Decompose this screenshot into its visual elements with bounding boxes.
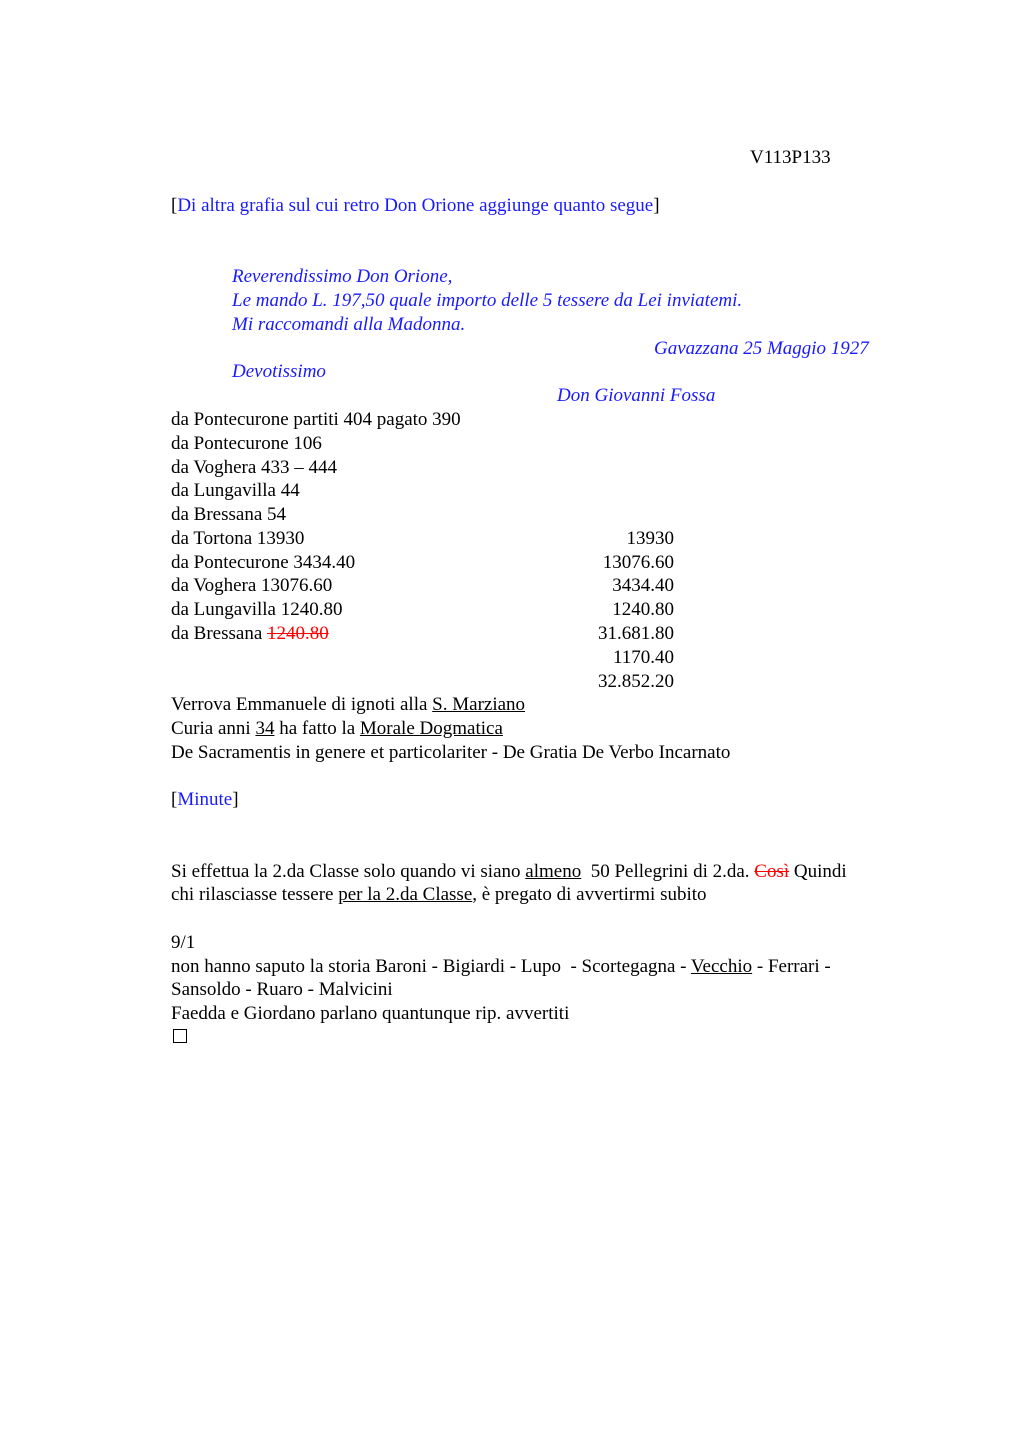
list-item: da Lungavilla 1240.80: [171, 599, 343, 620]
classe-text-c: Quindi: [789, 861, 847, 882]
classe-line-1: [171, 860, 847, 884]
sum-value: 3434.40: [612, 575, 674, 596]
sum-value: 13930: [626, 528, 674, 549]
verrova-line-3: De Sacramentis in genere et particolariter - De Gratia De Verbo Incarnato: [171, 742, 731, 763]
bracket-close: ]: [653, 195, 660, 216]
list-item: da Tortona 13930: [171, 528, 305, 549]
letter-place-date: Gavazzana 25 Maggio 1927: [654, 338, 869, 359]
list-item: da Voghera 13076.60: [171, 575, 333, 596]
letter-line-1: Le mando L. 197,50 quale importo delle 5 tessere da Lei inviatemi.: [232, 290, 743, 311]
notes-underlined: Vecchio: [690, 956, 753, 977]
classe-line-2: [171, 883, 707, 907]
list-item: da Pontecurone partiti 404 pagato 390: [171, 409, 461, 430]
classe-underlined: per la 2.da Classe: [338, 884, 473, 905]
sum-total: 32.852.20: [598, 671, 674, 692]
classe-text-2a: chi rilasciasse tessere: [171, 884, 339, 905]
list-item: da Bressana 54: [171, 504, 287, 525]
notes-date: 9/1: [171, 932, 196, 953]
sum-value: 1170.40: [612, 647, 674, 668]
classe-text-2b: , è pregato di avvertirmi subito: [472, 884, 707, 905]
sum-value: 1240.80: [612, 599, 674, 620]
list-item: da Lungavilla 44: [171, 480, 300, 501]
letter-line-2: Mi raccomandi alla Madonna.: [232, 314, 466, 335]
classe-text-a: Si effettua la 2.da Classe solo quando vi siano: [171, 861, 526, 882]
sum-value: 31.681.80: [598, 623, 674, 644]
letter-closing: Devotissimo: [232, 361, 326, 382]
page-code: V113P133: [750, 147, 831, 168]
notes-text-a: non hanno saputo la storia Baroni - Bigiardi - Lupo - Scortegagna -: [171, 956, 691, 977]
notes-line-1: [171, 955, 831, 979]
classe-struck: Così: [754, 861, 790, 882]
verrova-line-1: [171, 693, 525, 717]
notes-line-3: Faedda e Giordano parlano quantunque rip. avvertiti: [171, 1003, 570, 1024]
notes-text-b: - Ferrari -: [752, 956, 831, 977]
checkbox-icon: [173, 1029, 187, 1043]
list-item: da Pontecurone 106: [171, 433, 322, 454]
classe-text-b: 50 Pellegrini di 2.da.: [581, 861, 755, 882]
bracket-close: ]: [232, 789, 239, 810]
letter-salutation: Reverendissimo Don Orione,: [232, 266, 453, 287]
verrova-underlined: S. Marziano: [432, 694, 526, 715]
minute-note-text: Minute: [177, 789, 233, 810]
verrova-text: Verrova Emmanuele di ignoti alla: [171, 694, 433, 715]
curia-years: 34: [255, 718, 275, 739]
list-item-bressana: [171, 622, 329, 646]
header-note-text: Di altra grafia sul cui retro Don Orione aggiunge quanto segue: [177, 195, 654, 216]
verrova-line-2: [171, 717, 503, 741]
list-item: da Pontecurone 3434.40: [171, 552, 356, 573]
letter-signature: Don Giovanni Fossa: [557, 385, 716, 406]
curia-underlined: Morale Dogmatica: [359, 718, 503, 739]
struck-amount: 1240.80: [267, 623, 329, 644]
classe-almeno: almeno: [525, 861, 582, 882]
bracket-open: [: [171, 789, 178, 810]
curia-text: Curia anni: [171, 718, 256, 739]
minute-note: [171, 788, 239, 812]
curia-text-2: ha fatto la: [274, 718, 360, 739]
list-item: da Voghera 433 – 444: [171, 457, 338, 478]
bressana-prefix: da Bressana: [171, 623, 268, 644]
bracket-open: [: [171, 195, 178, 216]
sum-value: 13076.60: [602, 552, 674, 573]
notes-line-2: Sansoldo - Ruaro - Malvicini: [171, 979, 393, 1000]
header-note: [171, 194, 660, 218]
